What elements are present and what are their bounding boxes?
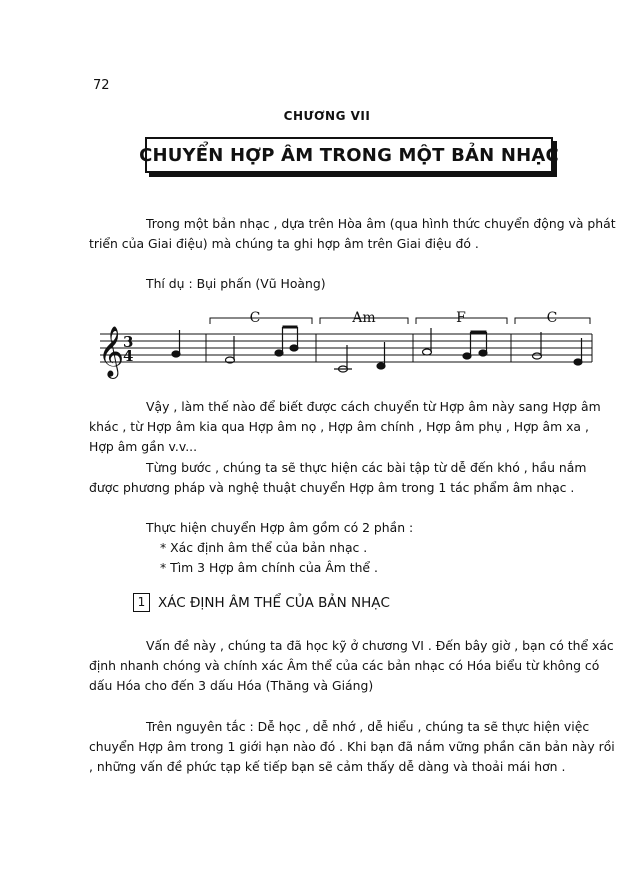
section-title: XÁC ĐỊNH ÂM THỂ CỦA BẢN NHẠC xyxy=(158,594,390,611)
parts-intro: Thực hiện chuyển Hợp âm gồm có 2 phần : xyxy=(146,520,414,535)
chord-label: C xyxy=(249,310,261,326)
treble-clef-icon: 𝄞 xyxy=(98,326,125,377)
note xyxy=(574,359,582,365)
chapter-title-text: CHUYỂN HỢP ÂM TRONG MỘT BẢN NHẠC xyxy=(139,144,559,166)
chapter-label: CHƯƠNG VII xyxy=(283,109,371,123)
note xyxy=(463,353,471,359)
section-number: 1 xyxy=(133,593,150,612)
time-signature-bottom: 4 xyxy=(123,347,134,365)
paragraph-4: Vấn đề này , chúng ta đã học kỹ ở chương VI . Đến bây giờ , bạn có thể xác định nhanh chóng và chính xác Âm thể của các bản nhạc có Hóa biểu từ không có dấu Hóa cho đến 3 dấu Hóa (Thăng và Giáng) xyxy=(89,638,614,693)
note xyxy=(290,345,298,351)
part-1: * Xác định âm thể của bản nhạc . xyxy=(160,540,368,555)
section-heading xyxy=(133,593,390,612)
paragraph-3: Từng bước , chúng ta sẽ thực hiện các bài tập từ dễ đến khó , hầu nắm được phương pháp và nghệ thuật chuyển Hợp âm trong 1 tác phẩm âm nhạc . xyxy=(89,460,587,495)
note xyxy=(377,363,385,369)
note xyxy=(172,351,180,357)
intro-paragraph: Trong một bản nhạc , dựa trên Hòa âm (qua hình thức chuyển động và phát triển của Giai điệu) mà chúng ta ghi hợp âm trên Giai điệu đó . xyxy=(89,216,616,251)
note xyxy=(423,349,432,355)
example-label: Thí dụ : Bụi phấn (Vũ Hoàng) xyxy=(146,276,326,291)
paragraph-5: Trên nguyên tắc : Dễ học , dễ nhớ , dễ hiểu , chúng ta sẽ thực hiện việc chuyển Hợp âm trong 1 giới hạn nào đó . Khi bạn đã nắm vững phần căn bản này rồi , những vấn đề phức tạp kế tiếp bạn sẽ cảm thấy dễ dàng và thoải mái hơn . xyxy=(89,719,615,774)
part-2: * Tìm 3 Hợp âm chính của Âm thể . xyxy=(160,560,378,575)
paragraph-2: Vậy , làm thế nào để biết được cách chuyển từ Hợp âm này sang Hợp âm khác , từ Hợp âm kia qua Hợp âm nọ , Hợp âm chính , Hợp âm phụ , Hợp âm xa , Hợp âm gần v.v... xyxy=(89,399,601,454)
note xyxy=(275,350,283,356)
chord-label: Am xyxy=(352,310,376,326)
note xyxy=(533,353,542,359)
chord-label: F xyxy=(456,310,466,326)
time-signature-top: 3 xyxy=(123,333,134,351)
chord-label: C xyxy=(546,310,558,326)
note xyxy=(479,350,487,356)
page-number: 72 xyxy=(93,78,110,93)
